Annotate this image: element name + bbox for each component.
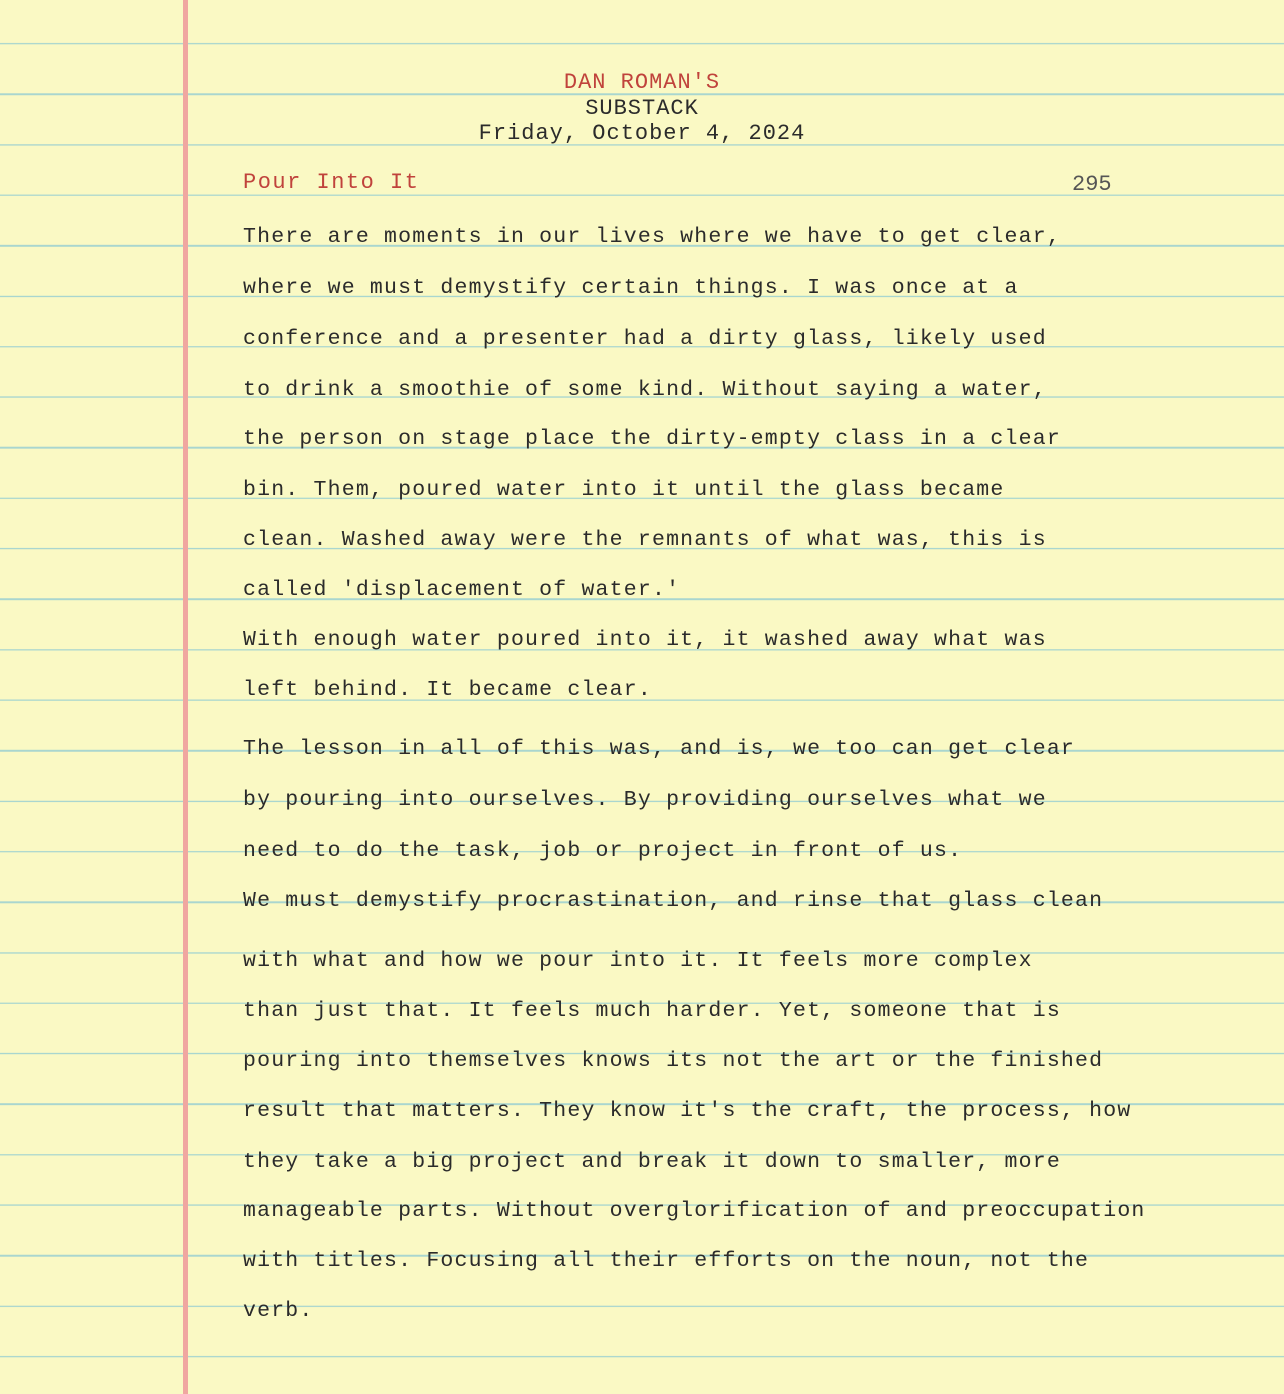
body-line: With enough water poured into it, it washed away what was xyxy=(243,628,1047,652)
body-line: need to do the task, job or project in front of us. xyxy=(243,839,963,863)
body-line: they take a big project and break it down to smaller, more xyxy=(243,1150,1061,1174)
body-line: to drink a smoothie of some kind. Without saying a water, xyxy=(243,378,1047,402)
body-line: with what and how we pour into it. It feels more complex xyxy=(243,949,1033,973)
body-line: with titles. Focusing all their efforts on the noun, not the xyxy=(243,1249,1090,1273)
body-line: by pouring into ourselves. By providing ourselves what we xyxy=(243,788,1047,812)
header-date: Friday, October 4, 2024 xyxy=(478,121,806,146)
header-brand: DAN ROMAN'S xyxy=(563,70,721,95)
body-line: There are moments in our lives where we have to get clear, xyxy=(243,225,1061,249)
body-line: result that matters. They know it's the craft, the process, how xyxy=(243,1099,1132,1123)
margin-rule xyxy=(183,0,188,1394)
body-line: manageable parts. Without overglorification of and preoccupation xyxy=(243,1199,1146,1223)
body-line: bin. Them, poured water into it until the glass became xyxy=(243,478,1005,502)
body-line: where we must demystify certain things. I was once at a xyxy=(243,276,1019,300)
body-line: The lesson in all of this was, and is, we too can get clear xyxy=(243,737,1076,761)
body-line: the person on stage place the dirty-empty class in a clear xyxy=(243,427,1061,451)
body-line: called 'displacement of water.' xyxy=(243,578,681,602)
header-publication: SUBSTACK xyxy=(585,96,699,121)
body-line: clean. Washed away were the remnants of what was, this is xyxy=(243,528,1047,552)
body-line: We must demystify procrastination, and rinse that glass clean xyxy=(243,889,1104,913)
body-line: verb. xyxy=(243,1299,314,1323)
body-line: pouring into themselves knows its not the art or the finished xyxy=(243,1049,1104,1073)
post-title: Pour Into It xyxy=(243,170,420,195)
body-line: than just that. It feels much harder. Yet, someone that is xyxy=(243,999,1061,1023)
page-number: 295 xyxy=(1072,172,1112,197)
body-line: conference and a presenter had a dirty glass, likely used xyxy=(243,327,1047,351)
body-line: left behind. It became clear. xyxy=(243,678,652,702)
